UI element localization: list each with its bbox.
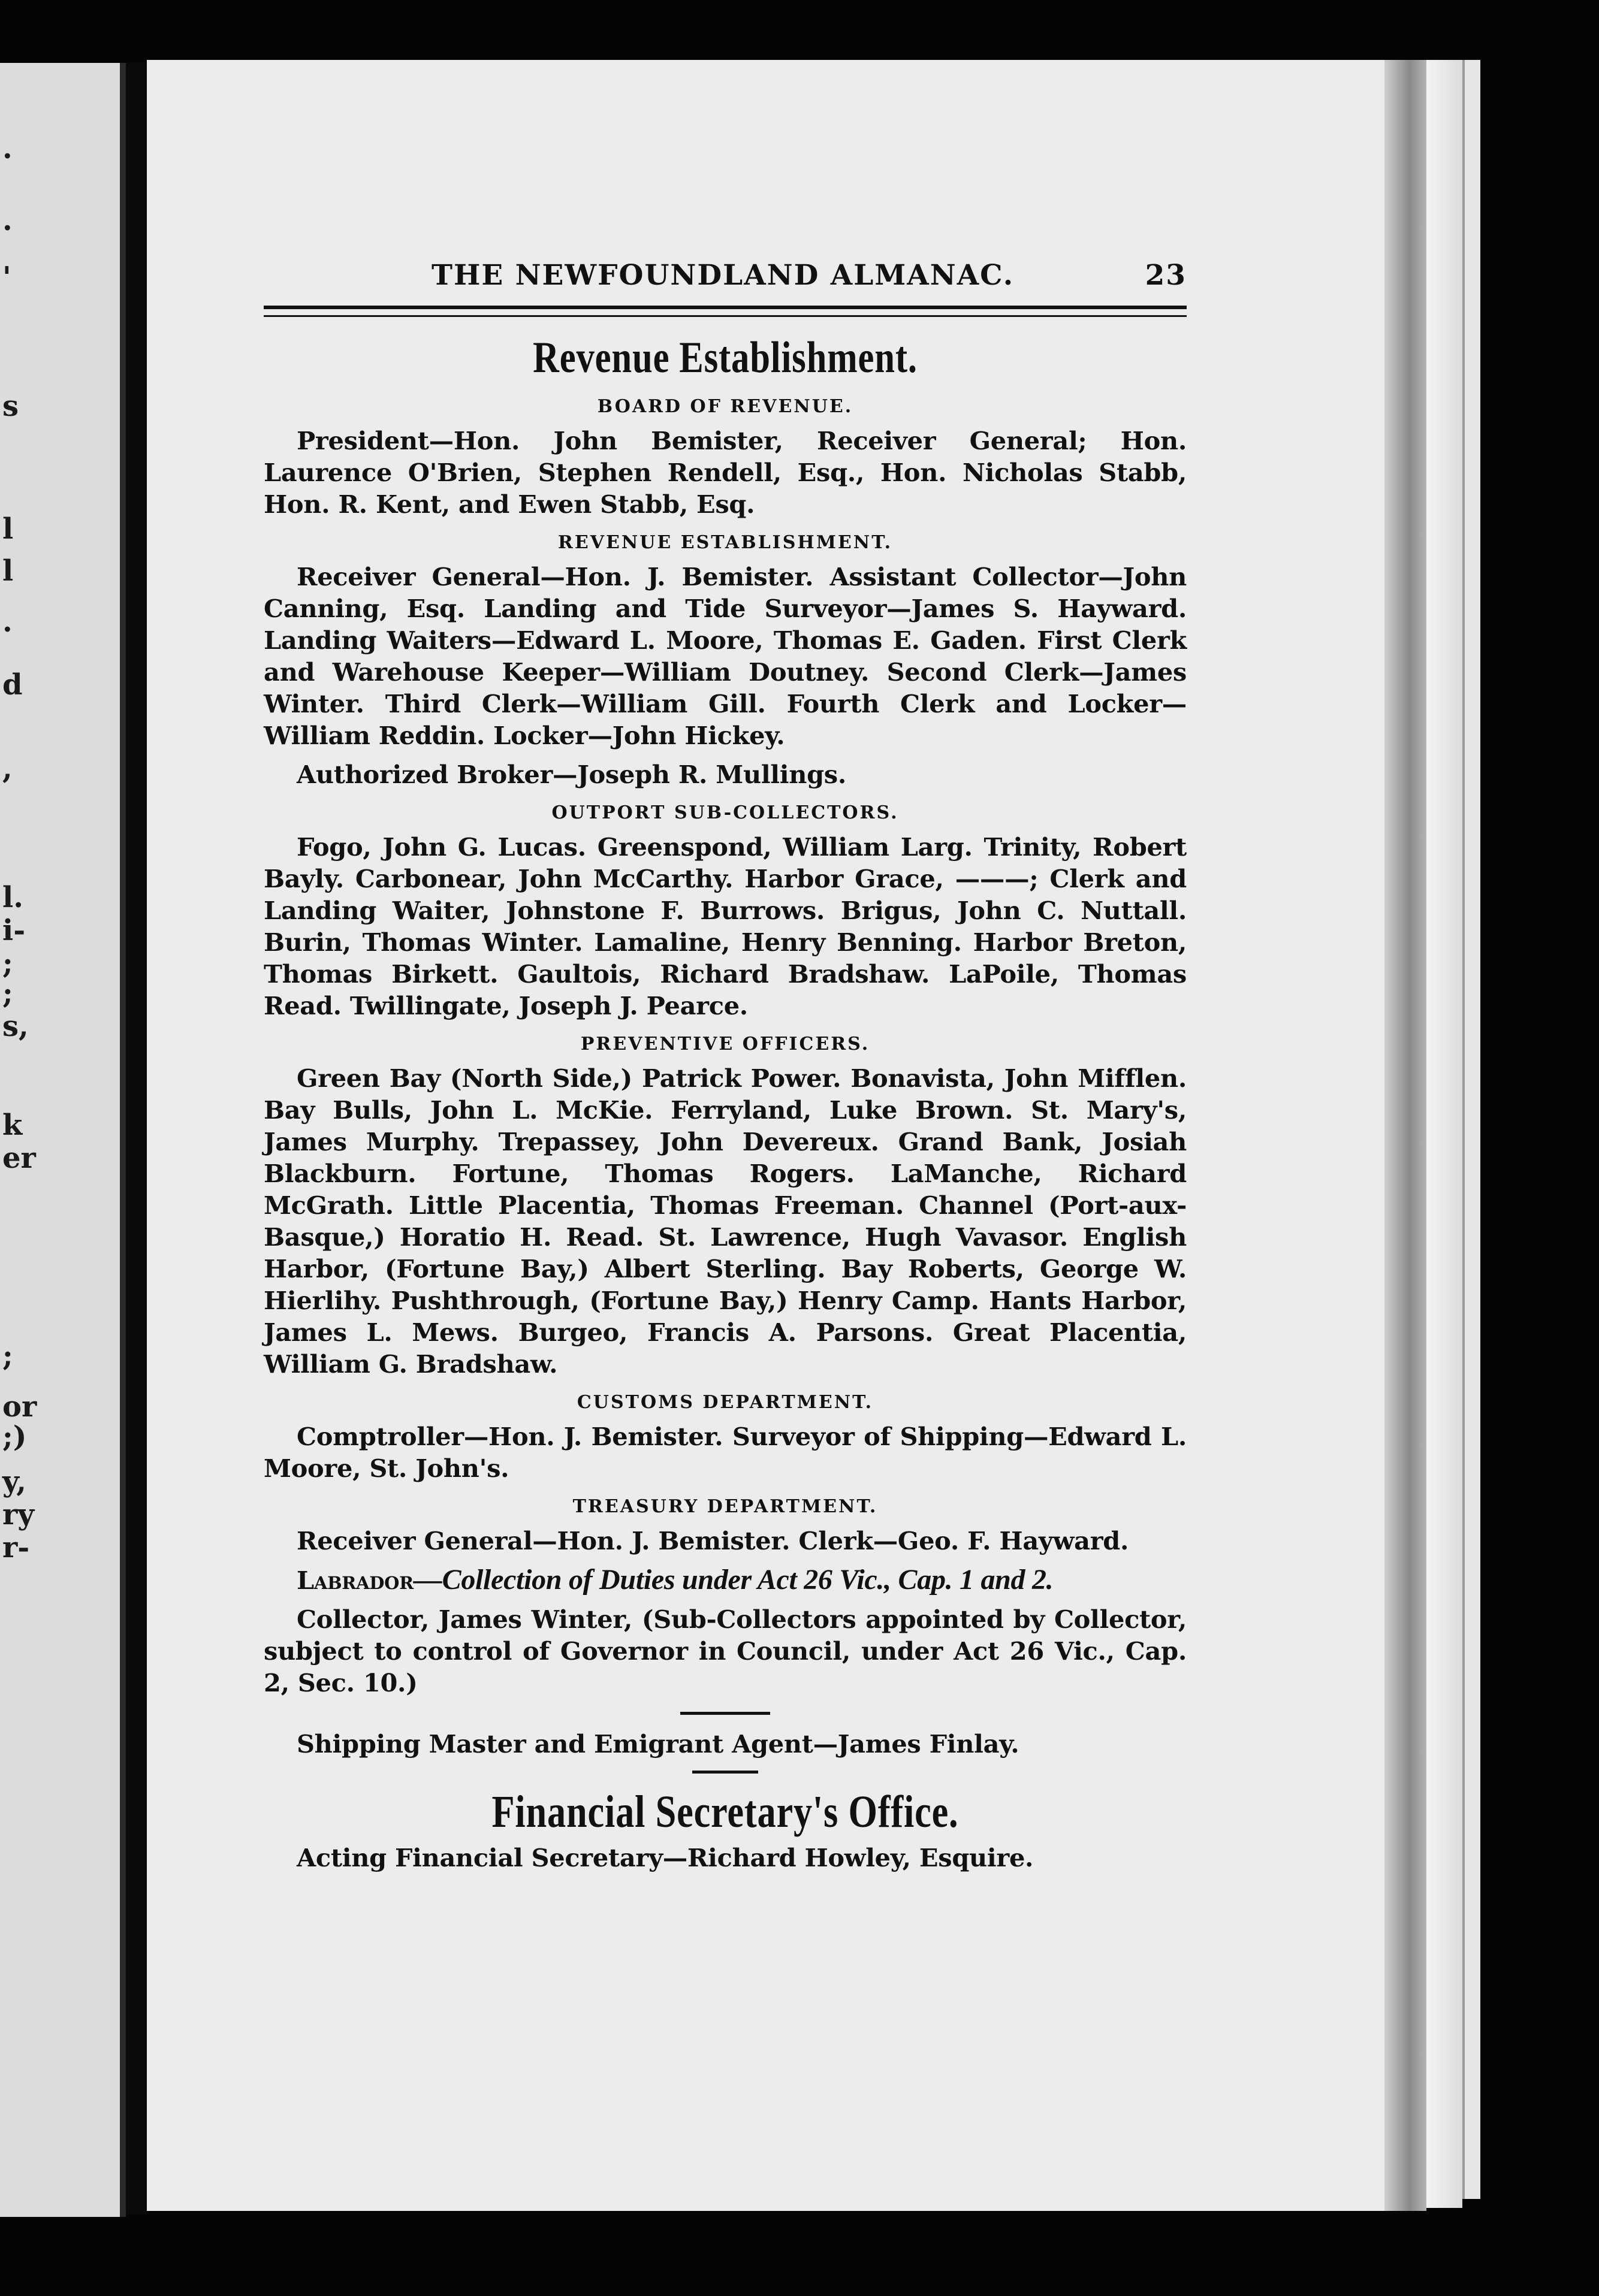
left-page-fragment: . <box>2 605 13 639</box>
left-page-fragment: l. <box>2 881 23 914</box>
page-content <box>264 252 1187 1881</box>
treasury-text: Receiver General—Hon. J. Bemister. Clerk—Geo. F. Hayward. <box>297 1526 1129 1555</box>
left-page-fragment: or <box>2 1390 37 1424</box>
board-of-revenue-heading: BOARD OF REVENUE. <box>597 396 853 417</box>
preventive-heading: PREVENTIVE OFFICERS. <box>580 1034 870 1055</box>
left-page-fragment: ; <box>2 977 13 1010</box>
outport-heading: OUTPORT SUB-COLLECTORS. <box>551 802 899 823</box>
collector-text: Collector, James Winter, (Sub-Collectors appointed by Collector, subject to control of Governor in Council, under Act 26 Vic., Cap. 2, Sec. 10.) <box>264 1605 1187 1697</box>
running-title: THE NEWFOUNDLAND ALMANAC. <box>432 259 1015 292</box>
labrador-text <box>264 1564 1187 1596</box>
financial-text: Acting Financial Secretary—Richard Howley, Esquire. <box>297 1843 1034 1872</box>
running-header <box>264 252 1187 300</box>
left-page-fragment: d <box>2 668 23 702</box>
header-rule <box>264 306 1187 317</box>
left-page-fragment: . <box>2 204 13 237</box>
left-page-fragment: ; <box>2 1339 13 1373</box>
board-of-revenue-text: President—Hon. John Bemister, Receiver General; Hon. Laurence O'Brien, Stephen Rendell, Esq., Hon. Nicholas Stabb, Hon. R. Kent, and Ewen Stabb, Esq. <box>264 426 1187 519</box>
customs-heading: CUSTOMS DEPARTMENT. <box>577 1392 874 1413</box>
book-gutter <box>126 63 147 2214</box>
preventive-text: Green Bay (North Side,) Patrick Power. Bonavista, John Mifflen. Bay Bulls, John L. McKie. Ferryland, Luke Brown. St. Mary's, James Murphy. Trepassey, John Devereux. Grand Bank, Josiah Blackburn. Fortune, Thomas Rogers. LaManche, Richard McGrath. Little Placentia, Thomas Freeman. Channel (Port-aux-Basque,) Horatio H. Read. St. Lawrence, Hugh Vavasor. English Harbor, (Fortune Bay,) Albert Sterling. Bay Roberts, George W. Hierlihy. Pushthrough, (Fortune Bay,) Henry Camp. Hants Harbor, James L. Mews. Burgeo, Francis A. Parsons. Great Placentia, William G. Bradshaw. <box>264 1064 1187 1379</box>
left-page-fragment: ; <box>2 947 13 980</box>
outport-text: Fogo, John G. Lucas. Greenspond, William Larg. Trinity, Robert Bayly. Carbonear, John McCarthy. Harbor Grace, ———; Clerk and Landing Waiter, Johnstone F. Burrows. Brigus, John C. Nuttall. Burin, Thomas Winter. Lamaline, Henry Benning. Harbor Breton, Thomas Birkett. Gaultois, Richard Bradshaw. LaPoile, Thomas Read. Twillingate, Joseph J. Pearce. <box>264 832 1187 1020</box>
left-page-fragment: k <box>2 1108 23 1142</box>
left-page-fragment: i- <box>2 914 26 947</box>
left-page-fragment: . <box>2 132 13 165</box>
revenue-establishment-heading: REVENUE ESTABLISHMENT. <box>557 532 893 553</box>
left-page-fragment: l <box>2 512 14 546</box>
revenue-establishment-text: Receiver General—Hon. J. Bemister. Assistant Collector—John Canning, Esq. Landing and Tide Surveyor—James S. Hayward. Landing Waiters—Edward L. Moore, Thomas E. Gaden. First Clerk and Warehouse Keeper—William Doutney. Second Clerk—James Winter. Third Clerk—William Gill. Fourth Clerk and Locker—William Reddin. Locker—John Hickey. <box>264 562 1187 750</box>
page-edge-outer <box>1462 60 1480 2199</box>
left-page-fragment: s, <box>2 1010 29 1043</box>
financial-heading: Financial Secretary's Office. <box>491 1787 959 1837</box>
shipping-master-text: Shipping Master and Emigrant Agent—James Finlay. <box>297 1729 1019 1759</box>
revenue-heading: Revenue Establishment. <box>533 333 918 382</box>
section-divider <box>680 1712 770 1715</box>
section-divider-short <box>692 1771 758 1774</box>
page-edge <box>1426 60 1462 2208</box>
treasury-heading: TREASURY DEPARTMENT. <box>572 1496 878 1517</box>
page-edge-shadow <box>1384 60 1426 2211</box>
left-page-fragment: y, <box>2 1465 27 1499</box>
left-page-fragment: ' <box>2 261 11 294</box>
page-number: 23 <box>1145 259 1187 292</box>
left-page-fragment: l <box>2 554 14 588</box>
left-facing-page <box>0 63 126 2217</box>
left-page-fragment: ry <box>2 1498 35 1531</box>
left-page-fragment: er <box>2 1141 36 1175</box>
labrador-label: Labrador <box>297 1566 414 1595</box>
left-page-fragment: , <box>2 752 13 786</box>
left-page-fragment: r- <box>2 1531 30 1564</box>
customs-text: Comptroller—Hon. J. Bemister. Surveyor of Shipping—Edward L. Moore, St. John's. <box>264 1422 1187 1483</box>
left-page-fragment: ;) <box>2 1420 27 1454</box>
left-page-fragment: s <box>2 389 19 423</box>
authorized-broker-text: Authorized Broker—Joseph R. Mullings. <box>297 760 847 789</box>
labrador-act: —Collection of Duties under Act 26 Vic., Cap. 1 and 2. <box>413 1564 1054 1596</box>
